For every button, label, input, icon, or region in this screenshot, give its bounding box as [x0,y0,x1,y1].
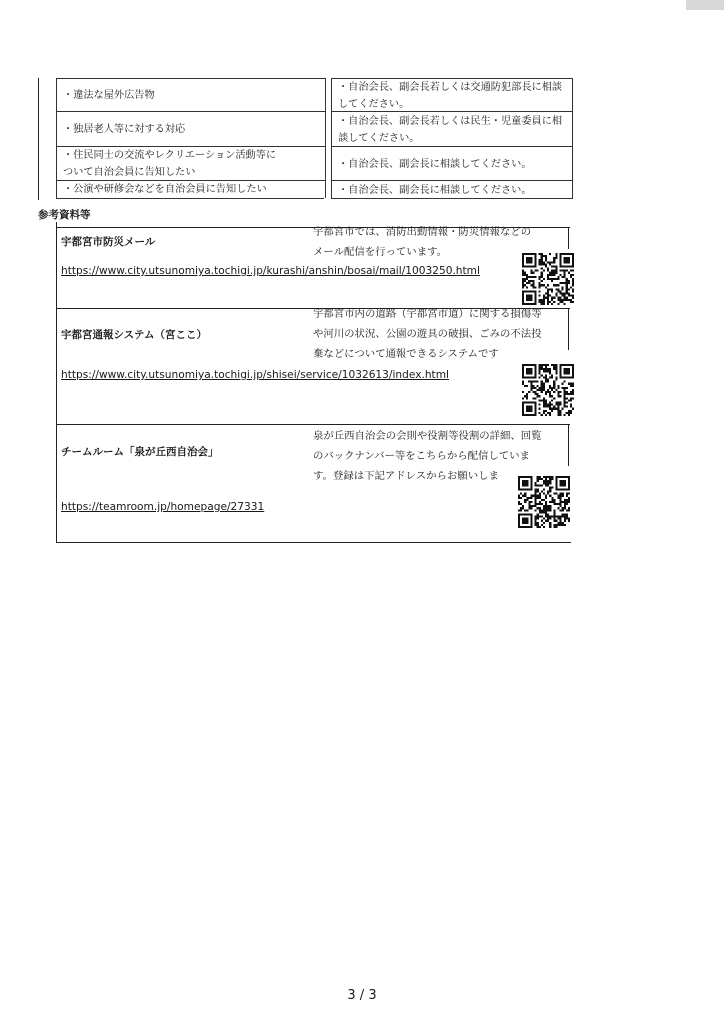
table-row [56,78,573,111]
table-cell-topic: ・違法な屋外広告物 [56,78,326,111]
table-border [56,198,324,199]
qr-code-icon [522,364,574,416]
table-cell-contact: ・自治会長、副会長に相談してください。 [331,146,573,180]
reference-description: 泉が丘西自治会の会則や役割等役割の詳細、回覧 のバックナンバー等をこちらから配信していま す。登録は下記アドレスからお願いしま [313,430,542,482]
reference-name: 宇都宮通報システム（宮ここ） [61,329,207,341]
reference-name: 宇都宮市防災メール [61,236,156,248]
table-row [56,146,573,180]
reference-link[interactable]: https://teamroom.jp/homepage/27331 [61,501,265,513]
table-cell-topic: ・住民同士の交流やレクリエーション活動等に ついて自治会員に告知したい [56,146,326,180]
table-cell-topic: ・独居老人等に対する対応 [56,111,326,146]
divider [56,424,570,425]
section-title: 参考資料等 [38,209,91,221]
reference-name: チームルーム「泉が丘西自治会」 [61,446,219,458]
divider [568,424,569,466]
divider [568,308,569,350]
table-cell-contact: ・自治会長、副会長若しくは交通防犯部長に相談 してください。 [331,78,573,111]
consultation-table [38,78,573,200]
scan-edge-mark [686,0,724,10]
reference-description: 宇都宮市では、消防出動情報・防災情報などの メール配信を行っています。 [313,226,532,258]
reference-link[interactable]: https://www.city.utsunomiya.tochigi.jp/shisei/service/1032613/index.html [61,369,449,381]
table-row [56,111,573,146]
qr-code-icon [522,253,574,305]
reference-description: 宇都宮市内の道路（宇都宮市道）に関する損傷等 や河川の状況、公園の遊具の破損、ごみの不法投 棄などについて通報できるシステムです [313,308,542,360]
table-cell-contact: ・自治会長、副会長若しくは民生・児童委員に相 談してください。 [331,111,573,146]
page-number: 3 / 3 [347,988,377,1003]
table-row [56,180,573,198]
table-border [331,198,573,199]
reference-link[interactable]: https://www.city.utsunomiya.tochigi.jp/kurashi/anshin/bosai/mail/1003250.html [61,265,480,277]
table-cell-contact: ・自治会長、副会長に相談してください。 [331,180,573,198]
divider [568,227,569,249]
qr-code-icon [518,476,570,528]
table-cell-topic: ・公演や研修会などを自治会員に告知したい [56,180,326,198]
